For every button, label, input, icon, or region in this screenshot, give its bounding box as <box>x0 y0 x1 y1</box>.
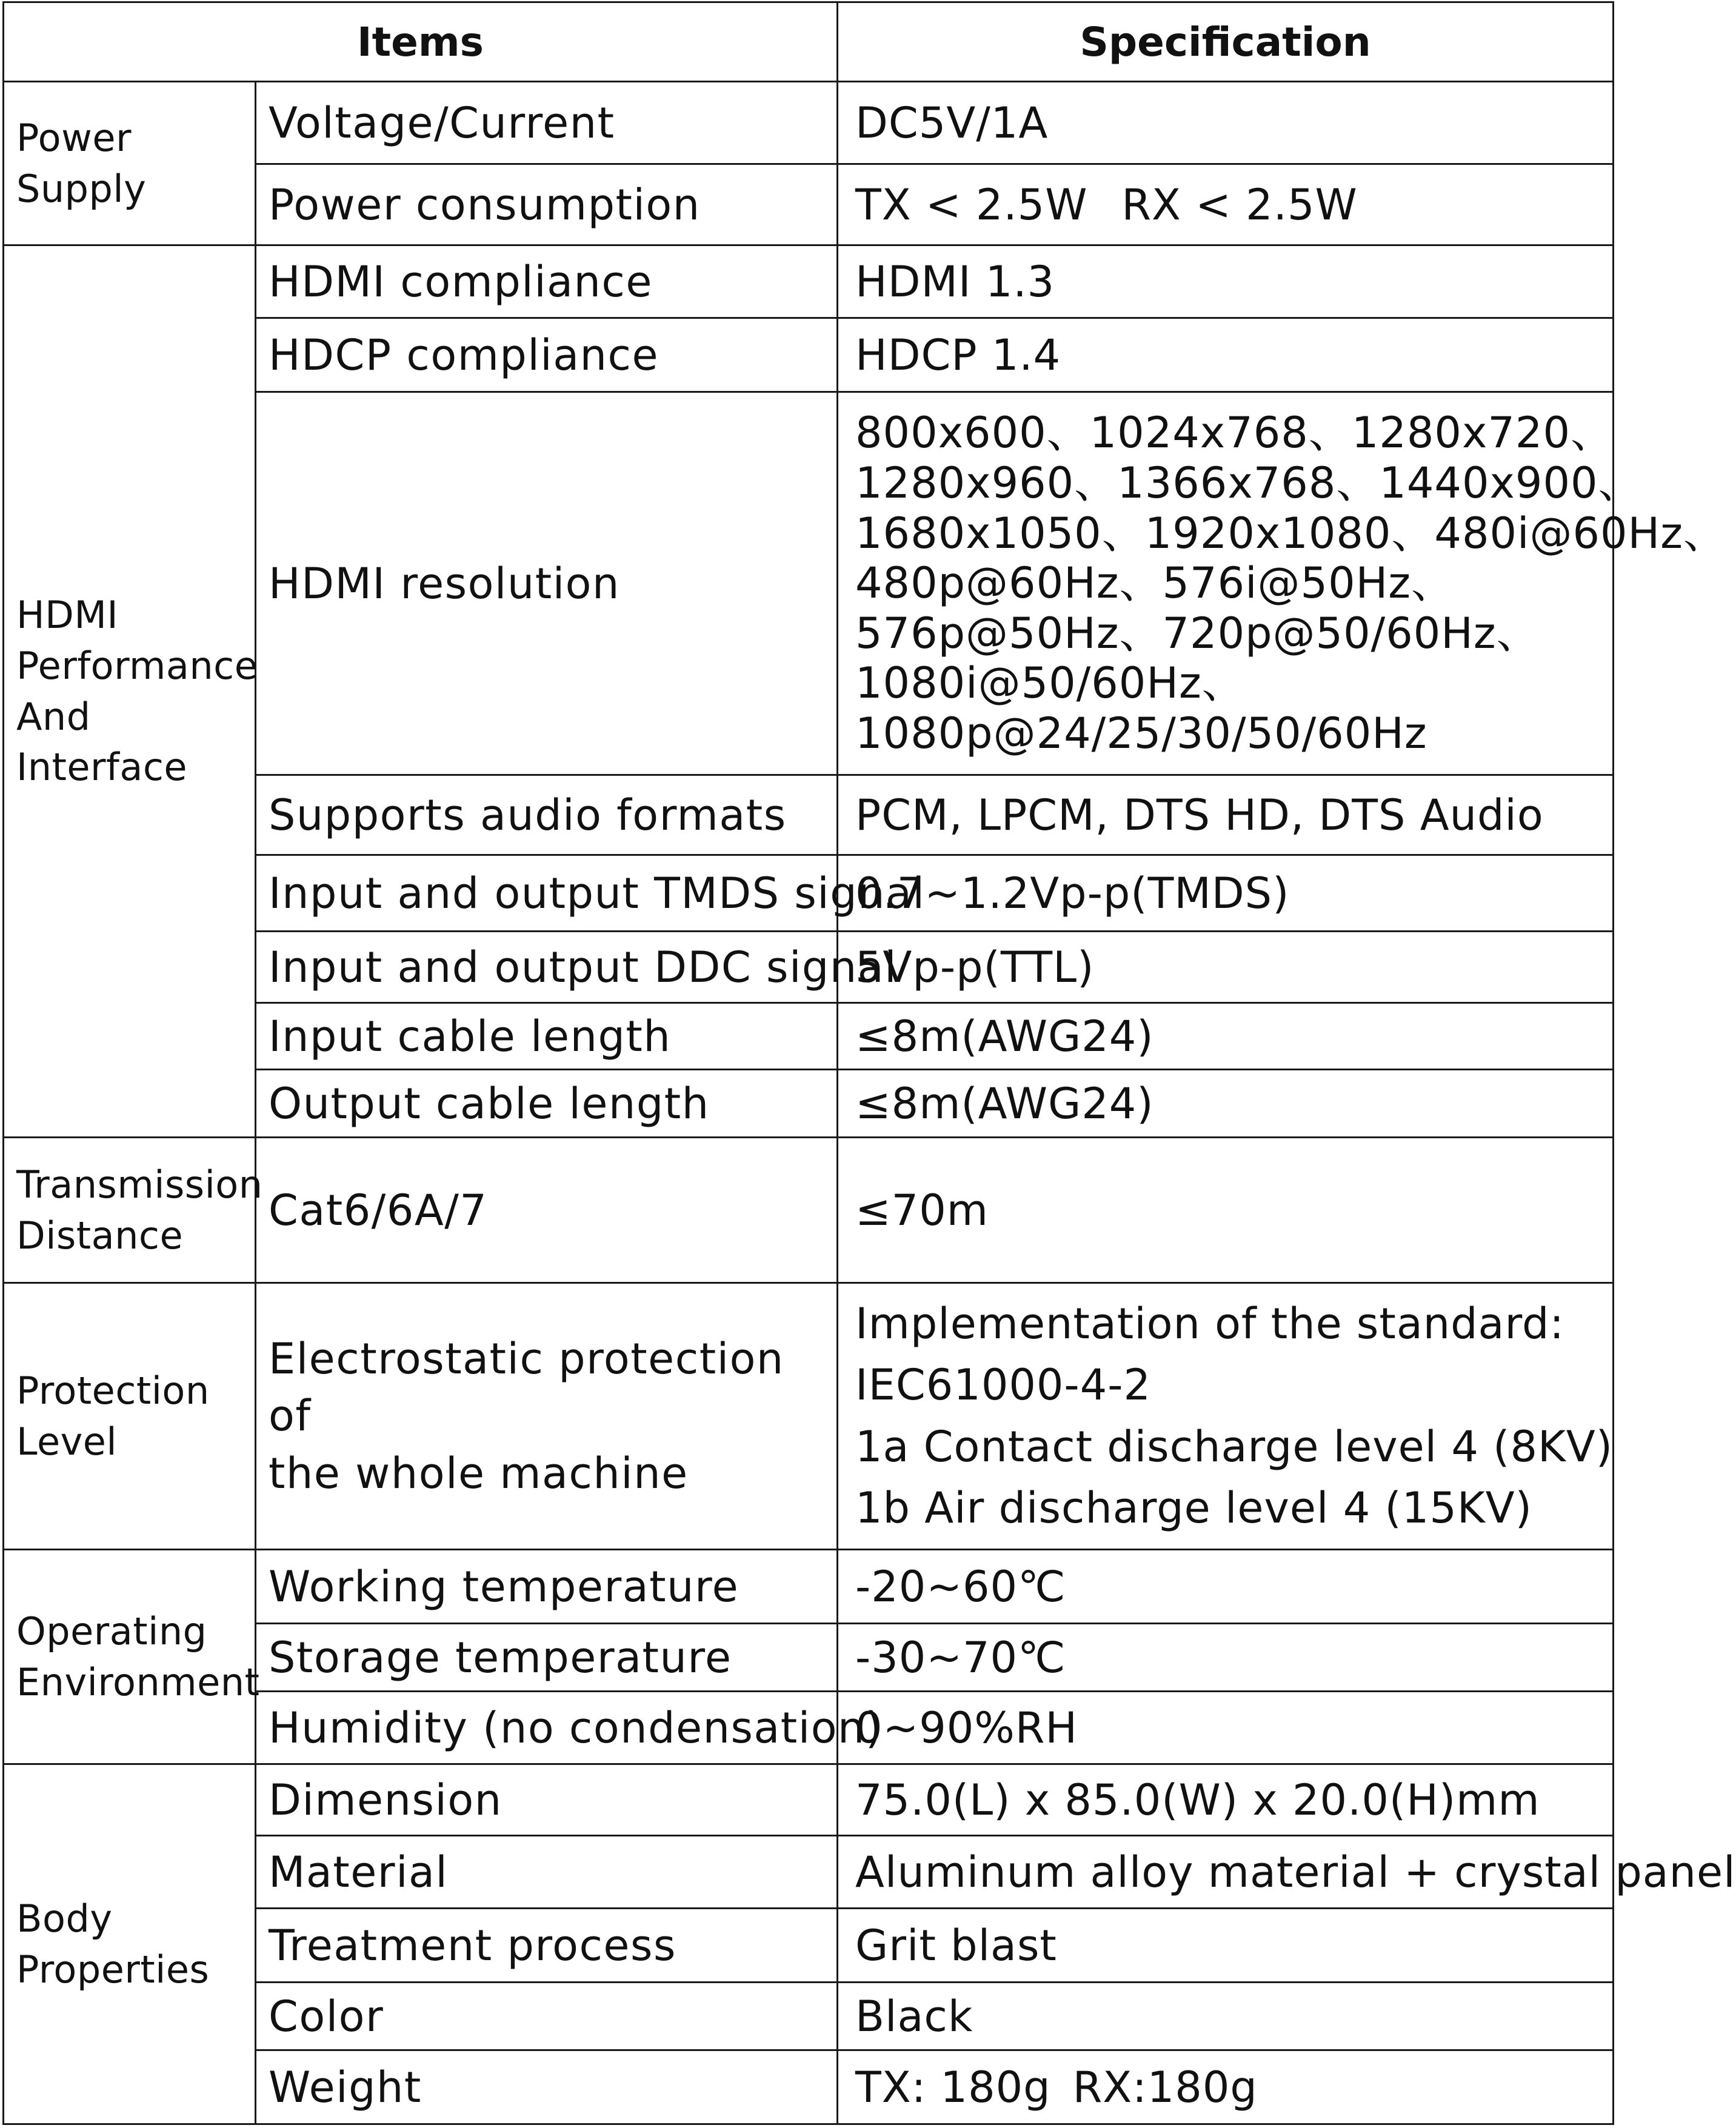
spec-material: Aluminum alloy material + crystal panel <box>838 1836 1614 1909</box>
item-treatment-process: Treatment process <box>256 1909 838 1983</box>
item-hdmi-compliance: HDMI compliance <box>256 245 838 318</box>
table-row <box>4 1283 1614 1550</box>
item-ddc-signal: Input and output DDC signal <box>256 932 838 1003</box>
category-power-supply: Power Supply <box>4 82 256 245</box>
table-row <box>4 1764 1614 1836</box>
spec-output-cable-length: ≤8m(AWG24) <box>838 1070 1614 1138</box>
item-storage-temperature: Storage temperature <box>256 1624 838 1692</box>
item-humidity: Humidity (no condensation) <box>256 1692 838 1764</box>
spec-power-consumption: TX < 2.5W RX < 2.5W <box>838 164 1614 245</box>
spec-voltage-current: DC5V/1A <box>838 82 1614 164</box>
table-row <box>4 82 1614 164</box>
item-weight: Weight <box>256 2050 838 2124</box>
spec-dimension: 75.0(L) x 85.0(W) x 20.0(H)mm <box>838 1764 1614 1836</box>
category-hdmi-performance: HDMI Performance And Interface <box>4 245 256 1138</box>
item-hdmi-resolution: HDMI resolution <box>256 392 838 775</box>
spec-treatment-process: Grit blast <box>838 1909 1614 1983</box>
item-voltage-current: Voltage/Current <box>256 82 838 164</box>
item-hdcp-compliance: HDCP compliance <box>256 318 838 392</box>
table-row <box>4 245 1614 318</box>
spec-table <box>2 1 1736 2125</box>
spec-transmission-distance: ≤70m <box>838 1138 1614 1283</box>
spec-humidity: 0~90%RH <box>838 1692 1614 1764</box>
item-tmds-signal: Input and output TMDS signal <box>256 855 838 932</box>
item-dimension: Dimension <box>256 1764 838 1836</box>
spec-working-temperature: -20~60℃ <box>838 1550 1614 1624</box>
spec-input-cable-length: ≤8m(AWG24) <box>838 1003 1614 1070</box>
table-row <box>4 1138 1614 1283</box>
spec-hdmi-compliance: HDMI 1.3 <box>838 245 1614 318</box>
item-electrostatic-protection: Electrostatic protection of the whole machine <box>256 1283 838 1550</box>
spec-hdcp-compliance: HDCP 1.4 <box>838 318 1614 392</box>
spec-hdmi-resolution: 800x600、1024x768、1280x720、 1280x960、1366x768、1440x900、 1680x1050、1920x1080、480i@60Hz、 480p@60Hz、576i@50Hz、 576p@50Hz、720p@50/60Hz、 1080i@50/60Hz、 1080p@24/25/30/50/60Hz <box>838 392 1614 775</box>
category-operating-environment: Operating Environment <box>4 1550 256 1764</box>
spec-color: Black <box>838 1983 1614 2050</box>
item-output-cable-length: Output cable length <box>256 1070 838 1138</box>
header-specification: Specification <box>838 2 1614 82</box>
category-transmission-distance: Transmission Distance <box>4 1138 256 1283</box>
item-color: Color <box>256 1983 838 2050</box>
header-row <box>4 2 1614 82</box>
item-material: Material <box>256 1836 838 1909</box>
table-row <box>4 1550 1614 1624</box>
spec-audio-formats: PCM, LPCM, DTS HD, DTS Audio <box>838 775 1614 855</box>
item-power-consumption: Power consumption <box>256 164 838 245</box>
spec-ddc-signal: 5Vp-p(TTL) <box>838 932 1614 1003</box>
spec-storage-temperature: -30~70℃ <box>838 1624 1614 1692</box>
item-working-temperature: Working temperature <box>256 1550 838 1624</box>
item-input-cable-length: Input cable length <box>256 1003 838 1070</box>
spec-electrostatic-protection: Implementation of the standard: IEC61000-4-2 1a Contact discharge level 4 (8KV) 1b Air discharge level 4 (15KV) <box>838 1283 1614 1550</box>
header-items: Items <box>4 2 838 82</box>
category-protection-level: Protection Level <box>4 1283 256 1550</box>
item-audio-formats: Supports audio formats <box>256 775 838 855</box>
spec-tmds-signal: 0.7~1.2Vp-p(TMDS) <box>838 855 1614 932</box>
spec-weight: TX: 180g RX:180g <box>838 2050 1614 2124</box>
item-cable-type: Cat6/6A/7 <box>256 1138 838 1283</box>
category-body-properties: Body Properties <box>4 1764 256 2124</box>
